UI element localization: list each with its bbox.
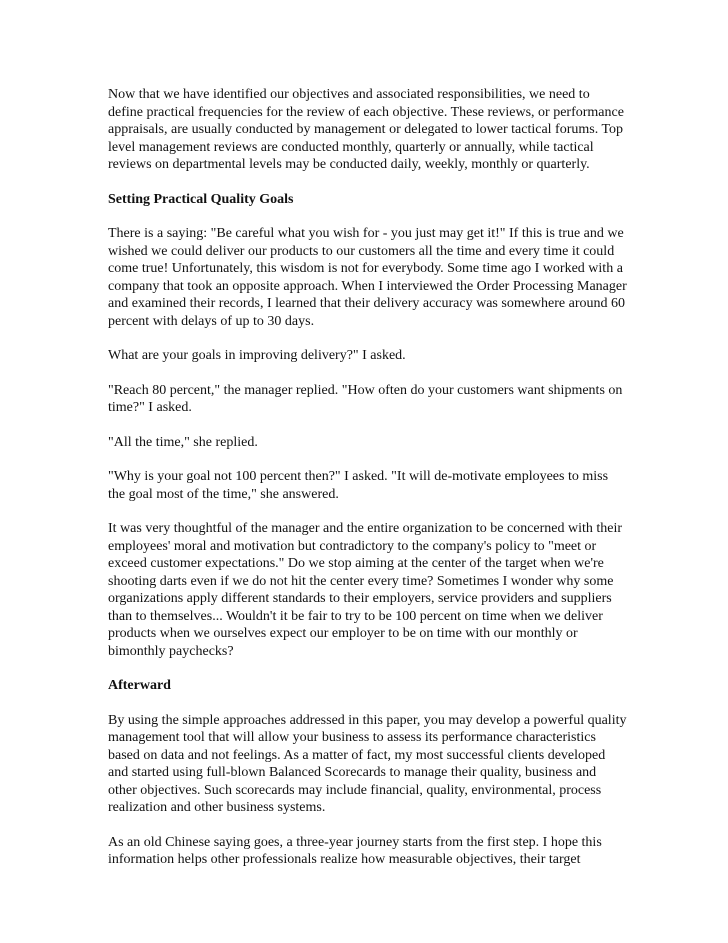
- heading-afterward: Afterward: [108, 678, 171, 693]
- paragraph-saying: There is a saying: "Be careful what you wish for - you just may get it!" If this is true and we wished we could deliver our products to our customers all the time and every time it could come true! Unfortunately, this wisdom is not for everybody. Some time ago I worked with a company that took an opposite approach. When I interviewed the Order Processing Manager and examined their records, I learned that their delivery accuracy was somewhere around 60 percent with delays of up to 30 days.: [108, 226, 627, 329]
- paragraph-thoughtful-manager: It was very thoughtful of the manager and the entire organization to be concerned with their employees' moral and motivation but contradictory to the company's policy to "meet or exceed customer expectations." Do we stop aiming at the center of the target when we're shooting darts even if we do not hit the center every time? Sometimes I wonder why some organizations apply different standards to their employers, service providers and suppliers than to themselves... Wouldn't it be fair to try to be 100 percent on time when we deliver products when we ourselves expect our employer to be on time with our monthly or bimonthly paychecks?: [108, 521, 623, 659]
- paragraph-question-goals: What are your goals in improving delivery?" I asked.: [108, 348, 406, 363]
- paragraph-chinese-saying: As an old Chinese saying goes, a three-year journey starts from the first step. I hope this information helps other professionals realize how measurable objectives, their target: [108, 834, 602, 867]
- paragraph-why-not-100: "Why is your goal not 100 percent then?" I asked. "It will de-motivate employees to miss the goal most of the time," she answered.: [108, 469, 609, 502]
- paragraph-review-frequencies: Now that we have identified our objectives and associated responsibilities, we need to define practical frequencies for the review of each objective. These reviews, or performance appraisals, are usually conducted by management or delegated to lower tactical forums. Top level management reviews are conducted monthly, quarterly or annually, while tactical reviews on departmental levels may be conducted daily, weekly, monthly or quarterly.: [108, 87, 624, 172]
- heading-setting-practical-quality-goals: Setting Practical Quality Goals: [108, 191, 294, 207]
- paragraph-simple-approaches: By using the simple approaches addressed in this paper, you may develop a powerful quality management tool that will allow your business to assess its performance characteristics based on data and not feelings. As a matter of fact, my most successful clients developed and started using full-blown Balanced Scorecards to manage their quality, business and other objectives. Such scorecards may include financial, quality, environmental, process realization and other business systems.: [108, 712, 627, 815]
- paragraph-reach-80: "Reach 80 percent," the manager replied. "How often do your customers want shipments on time?" I asked.: [108, 382, 623, 415]
- document-page: [108, 86, 628, 886]
- paragraph-all-the-time: "All the time," she replied.: [108, 434, 258, 450]
